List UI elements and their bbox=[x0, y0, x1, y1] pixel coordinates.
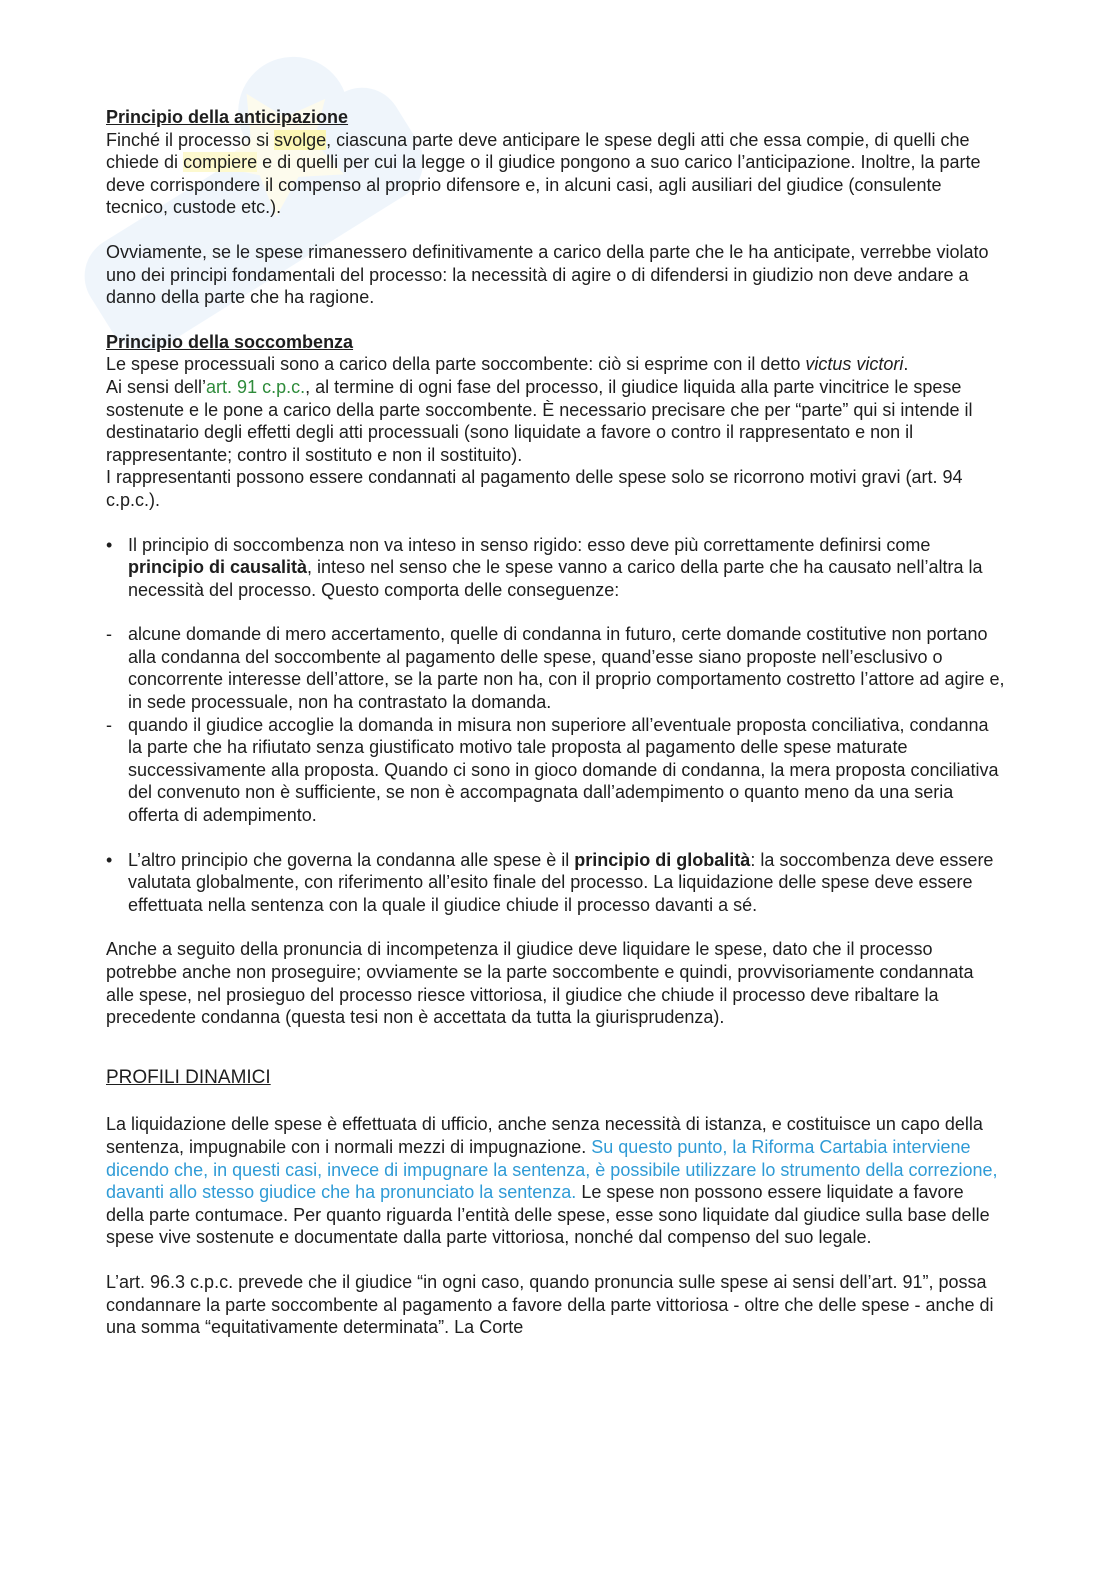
paragraph-rappresentanti: I rappresentanti possono essere condannati al pagamento delle spese solo se ricorrono motivi gravi (art. 94 c.p.c.). bbox=[106, 467, 963, 510]
bullet-list-causalita bbox=[106, 534, 1006, 602]
heading-anticipazione: Principio della anticipazione bbox=[106, 107, 349, 127]
dash-list-conseguenze bbox=[106, 623, 1006, 826]
bullet-marker: • bbox=[106, 849, 113, 870]
heading-soccombenza: Principio della soccombenza bbox=[106, 331, 354, 352]
section-title-profili-dinamici: PROFILI DINAMICI bbox=[106, 1066, 271, 1088]
dash-marker: - bbox=[106, 624, 112, 645]
paragraph-victus: Le spese processuali sono a carico della parte soccombente: ciò si esprime con il detto victus victori. bbox=[106, 354, 909, 375]
list-item: - quando il giudice accoglie la domanda in misura non superiore all’eventuale proposta conciliativa, condanna la parte che ha rifiutato senza giustificato motivo tale proposta al pagamento delle spese maturate successivamente alla proposta. Quando ci sono in gioco domande di condanna, la mera proposta conciliativa del convenuto non è sufficiente, se non è accompagnata dall’adempimento o quanto meno da una seria offerta di adempimento. bbox=[106, 714, 999, 826]
bullet-list-globalita bbox=[106, 849, 1006, 917]
list-item: • L’altro principio che governa la condanna alle spese è il principio di globalità: la soccombenza deve essere valutata globalmente, con riferimento all’esito finale del processo. La liquidazione delle spese deve essere effettuata nella sentenza con la quale il giudice chiude il processo davanti a sé. bbox=[106, 849, 994, 915]
paragraph-liquidazione: La liquidazione delle spese è effettuata di ufficio, anche senza necessità di istanza, e costituisce un capo della sentenza, impugnabile con i normali mezzi di impugnazione. Su questo punto, la Riforma Cartabia interviene dicendo che, in questi casi, invece di impugnare la sentenza, è possibile utilizzare lo strumento della correzione, davanti allo stesso giudice che ha pronunciato la sentenza. Le spese non possono essere liquidate a favore della parte contumace. Per quanto riguarda l’entità delle spese, esse sono liquidate dal giudice sulla base delle spese vive sostenute e documentate dalla parte vittoriosa, nonché dal compenso del suo legale. bbox=[106, 1114, 998, 1248]
dash-marker: - bbox=[106, 714, 112, 735]
paragraph-art91: Ai sensi dell’art. 91 c.p.c., al termine di ogni fase del processo, il giudice liquida alla parte vincitrice le spese sostenute e le pone a carico della parte soccombente. È necessario precisare che per “parte” qui si intende il destinatario degli effetti degli atti processuali (sono liquidate a favore o contro il rappresentato e non il rappresentante; contro il sostituto e non il sostituito). bbox=[106, 376, 973, 465]
paragraph-art96: L’art. 96.3 c.p.c. prevede che il giudice “in ogni caso, quando pronuncia sulle spese ai sensi dell’art. 91”, possa condannare la parte soccombente al pagamento a favore della parte vittoriosa - oltre che delle spese - anche di una somma “equitativamente determinata”. La Corte bbox=[106, 1271, 994, 1338]
cartabia-note: Su questo punto, la Riforma Cartabia interviene dicendo che, in questi casi, invece di impugnare la sentenza, è possibile utilizzare lo strumento della correzione, davanti allo stesso giudice che ha pronunciato la sentenza. bbox=[106, 1136, 998, 1203]
list-item: - alcune domande di mero accertamento, quelle di condanna in futuro, certe domande costitutive non portano alla condanna del soccombente al pagamento delle spese, quand’esse siano proposte nell’esclusivo o concorrente interesse dell’attore, se la parte non ha, con il proprio comportamento costretto l’attore ad agire e, in sede processuale, non ha contrastato la domanda. bbox=[106, 624, 1005, 713]
paragraph-ovviamente: Ovviamente, se le spese rimanessero definitivamente a carico della parte che le ha anticipate, verrebbe violato uno dei principi fondamentali del processo: la necessità di agire o di difendersi in giudizio non deve andare a danno della parte che ha ragione. bbox=[106, 241, 989, 308]
paragraph-incompetenza: Anche a seguito della pronuncia di incompetenza il giudice deve liquidare le spese, dato che il processo potrebbe anche non proseguire; ovviamente se la parte soccombente e quindi, provvisoriamente condannata alle spese, nel prosieguo del processo riesce vittoriosa, il giudice che chiude il processo deve ribaltare la precedente condanna (questa tesi non è accettata da tutta la giurisprudenza). bbox=[106, 939, 974, 1028]
bullet-marker: • bbox=[106, 534, 113, 555]
list-item: • Il principio di soccombenza non va inteso in senso rigido: esso deve più correttamente definirsi come principio di causalità, inteso nel senso che le spese vanno a carico della parte che ha causato nell’altra la necessità del processo. Questo comporta delle conseguenze: bbox=[106, 534, 983, 600]
paragraph-anticipazione: Finché il processo si svolge, ciascuna parte deve anticipare le spese degli atti che essa compie, di quelli che chiede di compiere e di quelli per cui la legge o il giudice pongono a suo carico l’anticipazione. Inoltre, la parte deve corrispondere il compenso al proprio difensore e, in alcuni casi, agli ausiliari del giudice (consulente tecnico, custode etc.). bbox=[106, 129, 981, 218]
document-page bbox=[106, 106, 1006, 1339]
art91-link[interactable]: art. 91 c.p.c. bbox=[206, 376, 306, 397]
